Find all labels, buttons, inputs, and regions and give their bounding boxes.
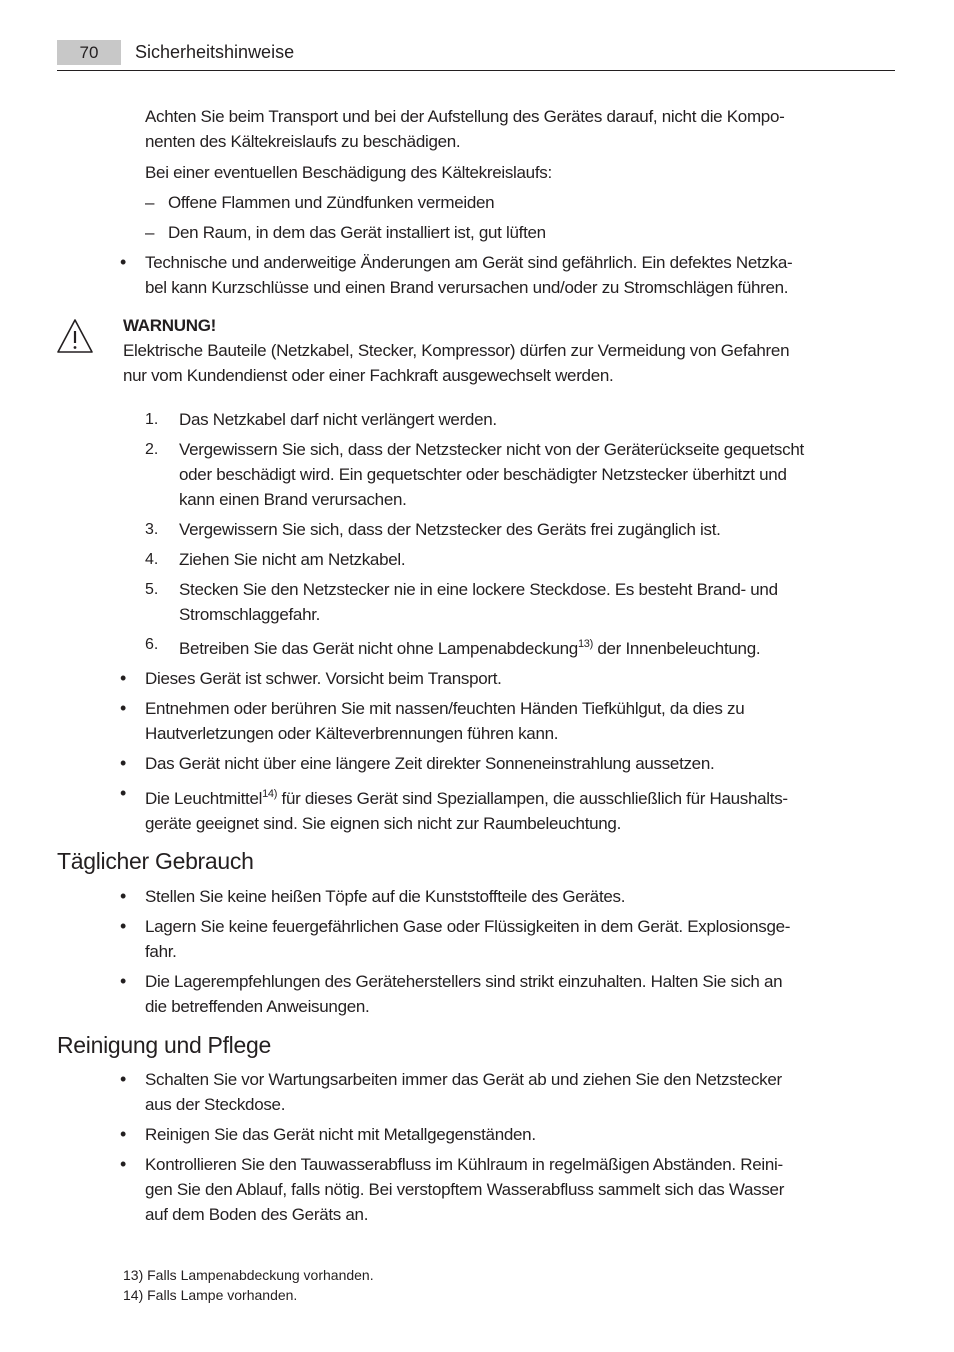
bullet-text: Die Lagerempfehlungen des Geräteherstellers sind strikt einzuhalten. Halten Sie sich an (145, 972, 783, 991)
bullet-marker: • (120, 252, 127, 272)
bullet-text: aus der Steckdose. (145, 1095, 286, 1114)
bullet-marker: • (120, 1124, 127, 1144)
section-title: Sicherheitshinweise (135, 42, 295, 62)
footnote-ref: 13) (577, 638, 593, 650)
warning-title: WARNUNG! (123, 316, 216, 335)
header-rule (57, 70, 895, 71)
footnote: 14) Falls Lampe vorhanden. (123, 1287, 298, 1303)
bullet-text: Schalten Sie vor Wartungsarbeiten immer das Gerät ab und ziehen Sie den Netzstecker (145, 1070, 782, 1089)
list-item: Ziehen Sie nicht am Netzkabel. (179, 550, 406, 569)
list-item: Vergewissern Sie sich, dass der Netzstecker des Geräts frei zugänglich ist. (179, 520, 721, 539)
list-item: Stecken Sie den Netzstecker nie in eine lockere Steckdose. Es besteht Brand- und (179, 580, 778, 599)
list-item: oder beschädigt wird. Ein gequetschter oder beschädigter Netzstecker überhitzt und (179, 465, 787, 484)
page-number: 70 (57, 40, 121, 65)
list-item: Das Netzkabel darf nicht verlängert werden. (179, 410, 497, 429)
paragraph-line: Achten Sie beim Transport und bei der Aufstellung des Gerätes darauf, nicht die Kompo- (145, 107, 785, 126)
bullet-text: auf dem Boden des Geräts an. (145, 1205, 369, 1224)
bullet-text: fahr. (145, 942, 177, 961)
dash-marker: – (145, 193, 155, 212)
bullet-text: Das Gerät nicht über eine längere Zeit direkter Sonneneinstrahlung aussetzen. (145, 754, 715, 773)
paragraph-line: nenten des Kältekreislaufs zu beschädigen. (145, 132, 461, 151)
list-item: Vergewissern Sie sich, dass der Netzstecker nicht von der Geräterückseite gequetscht (179, 440, 804, 459)
bullet-text: bel kann Kurzschlüsse und einen Brand verursachen und/oder zu Stromschlägen führen. (145, 278, 789, 297)
warning-text: nur vom Kundendienst oder einer Fachkraft ausgewechselt werden. (123, 366, 614, 385)
paragraph-line: Bei einer eventuellen Beschädigung des Kältekreislaufs: (145, 163, 552, 182)
bullet-text: Technische und anderweitige Änderungen am Gerät sind gefährlich. Ein defektes Netzka- (145, 253, 793, 272)
bullet-marker: • (120, 698, 127, 718)
warning-text: Elektrische Bauteile (Netzkabel, Stecker, Kompressor) dürfen zur Vermeidung von Gefahren (123, 341, 790, 360)
section-heading: Reinigung und Pflege (57, 1032, 271, 1058)
bullet-marker: • (120, 668, 127, 688)
bullet-text: Entnehmen oder berühren Sie mit nassen/feuchten Händen Tiefkühlgut, da dies zu (145, 699, 745, 718)
section-heading: Täglicher Gebrauch (57, 848, 254, 874)
list-item: Stromschlaggefahr. (179, 605, 321, 624)
bullet-text: Kontrollieren Sie den Tauwasserabfluss im Kühlraum in regelmäßigen Abständen. Reini- (145, 1155, 783, 1174)
bullet-marker: • (120, 971, 127, 991)
list-item-text: der Innenbeleuchtung. (592, 639, 761, 658)
bullet-text (145, 786, 788, 811)
footnote: 13) Falls Lampenabdeckung vorhanden. (123, 1267, 374, 1283)
bullet-text: gen Sie den Ablauf, falls nötig. Bei verstopftem Wasserabfluss sammelt sich das Wasser (145, 1180, 785, 1199)
list-item: kann einen Brand verursachen. (179, 490, 407, 509)
list-item-text: Betreiben Sie das Gerät nicht ohne Lampenabdeckung (179, 639, 578, 658)
dash-item: Den Raum, in dem das Gerät installiert ist, gut lüften (168, 223, 546, 242)
footnote-ref: 14) (262, 788, 278, 800)
bullet-marker: • (120, 1069, 127, 1089)
bullet-text: geräte geeignet sind. Sie eignen sich nicht zur Raumbeleuchtung. (145, 814, 622, 833)
list-number: 2. (145, 441, 159, 458)
list-number: 6. (145, 636, 159, 653)
bullet-text: die betreffenden Anweisungen. (145, 997, 370, 1016)
bullet-text-part: für dieses Gerät sind Speziallampen, die ausschließlich für Haushalts- (277, 789, 788, 808)
list-number: 1. (145, 411, 159, 428)
list-number: 4. (145, 551, 159, 568)
dash-marker: – (145, 223, 155, 242)
list-item (179, 636, 760, 661)
bullet-text: Dieses Gerät ist schwer. Vorsicht beim Transport. (145, 669, 502, 688)
dash-item: Offene Flammen und Zündfunken vermeiden (168, 193, 495, 212)
bullet-marker: • (120, 916, 127, 936)
bullet-marker: • (120, 753, 127, 773)
warning-triangle-icon (56, 318, 94, 354)
bullet-text: Hautverletzungen oder Kälteverbrennungen führen kann. (145, 724, 559, 743)
bullet-marker: • (120, 886, 127, 906)
bullet-text: Lagern Sie keine feuergefährlichen Gase oder Flüssigkeiten in dem Gerät. Explosionsge- (145, 917, 791, 936)
bullet-text: Reinigen Sie das Gerät nicht mit Metallgegenständen. (145, 1125, 536, 1144)
bullet-text-part: Die Leuchtmittel (145, 789, 263, 808)
list-number: 5. (145, 581, 159, 598)
bullet-marker: • (120, 783, 127, 803)
list-number: 3. (145, 521, 159, 538)
bullet-text: Stellen Sie keine heißen Töpfe auf die Kunststoffteile des Gerätes. (145, 887, 626, 906)
bullet-marker: • (120, 1154, 127, 1174)
